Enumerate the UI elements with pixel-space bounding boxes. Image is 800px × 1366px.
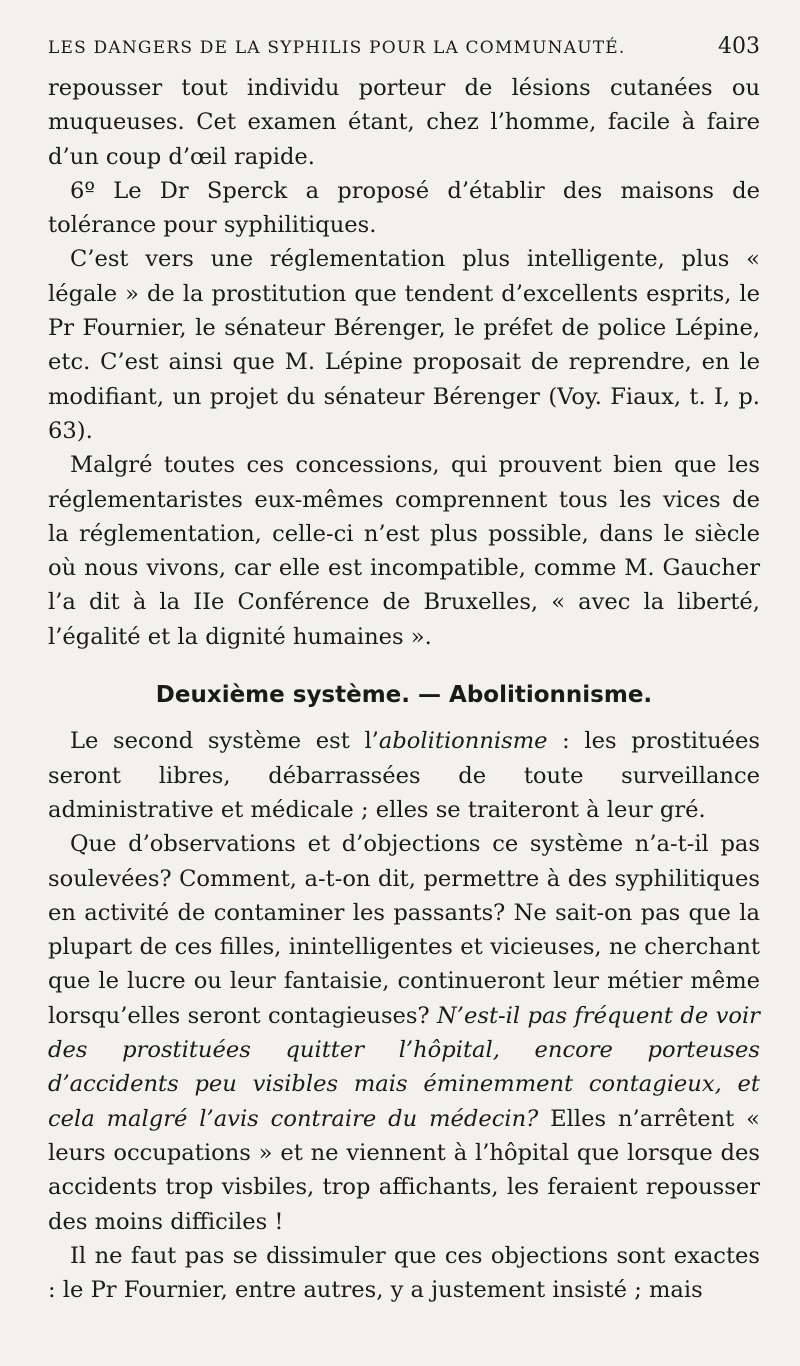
text-run: Le second système est l’ — [70, 728, 379, 755]
paragraph-continuation: repousser tout individu porteur de lésions cutanées ou muqueuses. Cet examen étant, chez l’homme, facile à faire d’un coup d’œil rapide. — [48, 75, 760, 170]
running-title: LES DANGERS DE LA SYPHILIS POUR LA COMMUNAUTÉ. — [48, 38, 626, 58]
paragraph-objections — [48, 827, 760, 1239]
paragraph-concessions: Malgré toutes ces concessions, qui prouvent bien que les réglementaristes eux-mêmes comprennent tous les vices de la réglementation, celle-ci n’est plus possible, dans le siècle où nous vivons, car elle est incompatible, comme M. Gaucher l’a dit à la IIe Conférence de Bruxelles, « avec la liberté, l’égalité et la dignité humaines ». — [48, 452, 760, 650]
text-run: Que d’observations et d’objections ce système n’a-t-il pas soulevées? Comment, a-t-on dit, permettre à des syphilitiques en activité de contaminer les passants? Ne sait-on pas que la plupart de ces filles, inintelligentes et vicieuses, ne cherchant que le lucre ou leur fantaisie, continueront leur métier même lorsqu’elles seront contagieuses? — [48, 831, 760, 1029]
paragraph-reglementation: C’est vers une réglementation plus intelligente, plus « légale » de la prostitution que tendent d’excellents esprits, le Pr Fournier, le sénateur Bérenger, le préfet de police Lépine, etc. C’est ainsi que M. Lépine proposait de reprendre, en le modifiant, un projet du sénateur Bérenger (Voy. Fiaux, t. I, p. 63). — [48, 246, 760, 444]
italic-passage: N’est-il pas fréquent de voir des prostituées quitter l’hôpital, encore porteuses d’accidents peu visibles mais éminemment contagieux, et cela malgré l’avis contraire du médecin? — [48, 1002, 760, 1132]
paragraph-sperck: 6º Le Dr Sperck a proposé d’établir des maisons de tolérance pour syphilitiques. — [48, 177, 760, 239]
text-run: : les prostituées seront libres, débarrassées de toute surveillance administrative et médicale ; elles se traiteront à leur gré. — [48, 728, 760, 823]
page-body — [48, 71, 760, 1307]
paragraph-conclusion: Il ne faut pas se dissimuler que ces objections sont exactes : le Pr Fournier, entre autres, y a justement insisté ; mais — [48, 1242, 760, 1304]
page-number: 403 — [718, 34, 760, 59]
running-head — [48, 34, 760, 59]
paragraph-second-systeme — [48, 724, 760, 827]
text-run: Elles n’arrêtent « leurs occupations » et ne viennent à l’hôpital que lorsque des accidents trop visbiles, trop affichants, les feraient repousser des moins difficiles ! — [48, 1105, 760, 1235]
italic-term: abolitionnisme — [378, 728, 548, 755]
section-heading: Deuxième système. — Abolitionnisme. — [155, 682, 653, 709]
